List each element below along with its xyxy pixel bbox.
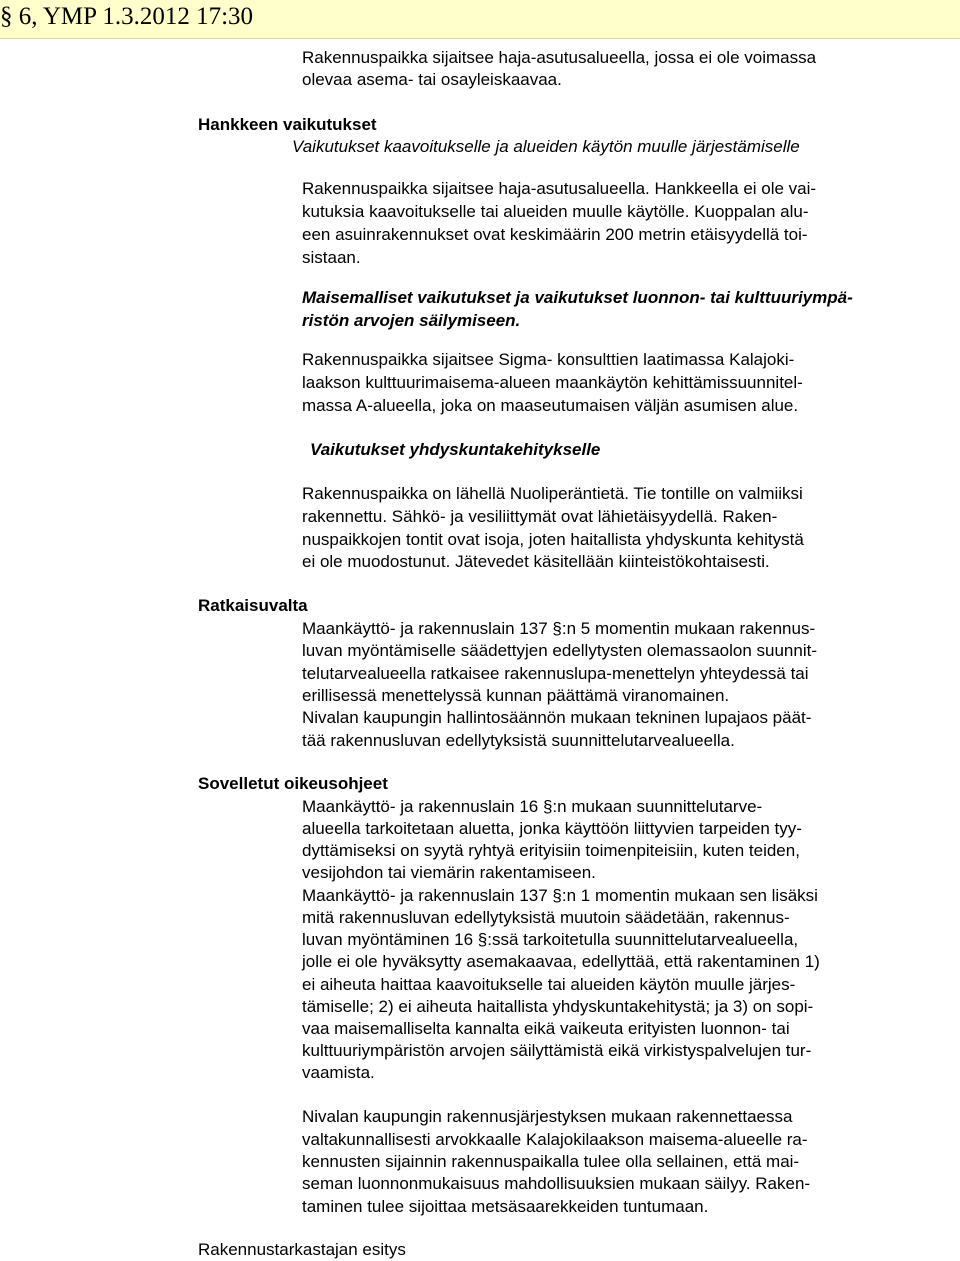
- paragraph-line: een asuinrakennukset ovat keskimäärin 200 metrin etäisyydellä toi-: [302, 225, 808, 244]
- subheading-kaavoitus: Vaikutukset kaavoitukselle ja alueiden käytön muulle järjestämiselle: [292, 137, 800, 156]
- paragraph-line: mitä rakennusluvan edellytyksistä muutoin säädetään, rakennus-: [302, 908, 790, 927]
- paragraph-line: ei aiheuta haittaa kaavoitukselle tai alueiden käytön muulle järjes-: [302, 975, 796, 994]
- subheading-maisema: ristön arvojen säilymiseen.: [302, 311, 521, 330]
- paragraph-line: massa A-alueella, joka on maaseutumaisen väljän asumisen alue.: [302, 396, 799, 415]
- section-heading-rakennustarkastaja: Rakennustarkastajan esitys: [198, 1240, 406, 1259]
- page-header: [0, 0, 960, 39]
- paragraph-line: telutarvealueella ratkaisee rakennuslupa-menettelyn yhteydessä tai: [302, 664, 809, 683]
- paragraph-line: tämiselle; 2) ei aiheuta haitallista yhdyskuntakehitystä; ja 3) on sopi-: [302, 997, 814, 1016]
- paragraph-line: tää rakennusluvan edellytyksistä suunnittelutarvealueella.: [302, 731, 735, 750]
- paragraph-line: vesijohdon tai viemärin rakentamiseen.: [302, 863, 596, 882]
- paragraph-line: jolle ei ole hyväksytty asemakaavaa, edellyttää, että rakentaminen 1): [302, 952, 820, 971]
- paragraph-line: vaamista.: [302, 1063, 375, 1082]
- paragraph-line: Maankäyttö- ja rakennuslain 137 §:n 1 momentin mukaan sen lisäksi: [302, 886, 818, 905]
- paragraph-line: ei ole muodostunut. Jätevedet käsitellään kiinteistökohtaisesti.: [302, 552, 770, 571]
- paragraph-line: Nivalan kaupungin hallintosäännön mukaan tekninen lupajaos päät-: [302, 708, 812, 727]
- paragraph-line: Maankäyttö- ja rakennuslain 16 §:n mukaan suunnittelutarve-: [302, 797, 763, 816]
- paragraph-line: Rakennuspaikka on lähellä Nuoliperäntietä. Tie tontille on valmiiksi: [302, 484, 803, 503]
- paragraph-line: vaa maisemalliselta kannalta eikä vaikeuta erityisten luonnon- tai: [302, 1019, 790, 1038]
- subheading-maisema: Maisemalliset vaikutukset ja vaikutukset luonnon- tai kulttuuriympä-: [302, 288, 853, 307]
- paragraph-line: kulttuuriympäristön arvojen säilyttämistä eikä virkistyspalvelujen tur-: [302, 1041, 812, 1060]
- intro-line: Rakennuspaikka sijaitsee haja-asutusalueella, jossa ei ole voimassa: [302, 48, 817, 67]
- subheading-yhdyskunta: Vaikutukset yhdyskuntakehitykselle: [310, 440, 601, 459]
- paragraph-line: rakennettu. Sähkö- ja vesiliittymät ovat lähietäisyydellä. Raken-: [302, 507, 778, 526]
- paragraph-line: dyttämiseksi on syytä ryhtyä erityisiin toimenpiteisiin, kuten teiden,: [302, 841, 800, 860]
- paragraph-line: erillisessä menettelyssä kunnan päättämä viranomainen.: [302, 686, 730, 705]
- paragraph-line: kennusten sijainnin rakennuspaikalla tulee olla sellainen, että mai-: [302, 1152, 800, 1171]
- paragraph-line: Nivalan kaupungin rakennusjärjestyksen mukaan rakennettaessa: [302, 1107, 793, 1126]
- paragraph-line: kutuksia kaavoitukselle tai alueiden muulle käytölle. Kuoppalan alu-: [302, 202, 809, 221]
- paragraph-line: valtakunnallisesti arvokkaalle Kalajokilaakson maisema-alueelle ra-: [302, 1130, 808, 1149]
- paragraph-line: luvan myöntämiselle säädettyjen edellytysten olemassaolon suunnit-: [302, 641, 818, 660]
- section-heading-hankkeen-vaikutukset: Hankkeen vaikutukset: [198, 115, 377, 134]
- paragraph-line: sistaan.: [302, 248, 361, 267]
- paragraph-line: laakson kulttuurimaisema-alueen maankäytön kehittämissuunnitel-: [302, 373, 803, 392]
- section-heading-oikeusohjeet: Sovelletut oikeusohjeet: [198, 774, 388, 793]
- paragraph-line: taminen tulee sijoittaa metsäsaarekkeiden tuntumaan.: [302, 1197, 709, 1216]
- paragraph-line: luvan myöntäminen 16 §:ssä tarkoitetulla suunnittelutarvealueella,: [302, 930, 799, 949]
- paragraph-line: Rakennuspaikka sijaitsee haja-asutusalueella. Hankkeella ei ole vai-: [302, 179, 817, 198]
- paragraph-line: Maankäyttö- ja rakennuslain 137 §:n 5 momentin mukaan rakennus-: [302, 619, 816, 638]
- section-heading-ratkaisuvalta: Ratkaisuvalta: [198, 596, 308, 615]
- paragraph-line: Rakennuspaikka sijaitsee Sigma- konsulttien laatimassa Kalajoki-: [302, 350, 795, 369]
- header-title: § 6, YMP 1.3.2012 17:30: [0, 3, 254, 30]
- paragraph-line: alueella tarkoitetaan aluetta, jonka käyttöön liittyvien tarpeiden tyy-: [302, 819, 802, 838]
- paragraph-line: nuspaikkojen tontit ovat isoja, joten haitallista yhdyskunta kehitystä: [302, 530, 804, 549]
- paragraph-line: seman luonnonmukaisuus mahdollisuuksien mukaan säilyy. Raken-: [302, 1174, 811, 1193]
- intro-line: olevaa asema- tai osayleiskaavaa.: [302, 70, 562, 89]
